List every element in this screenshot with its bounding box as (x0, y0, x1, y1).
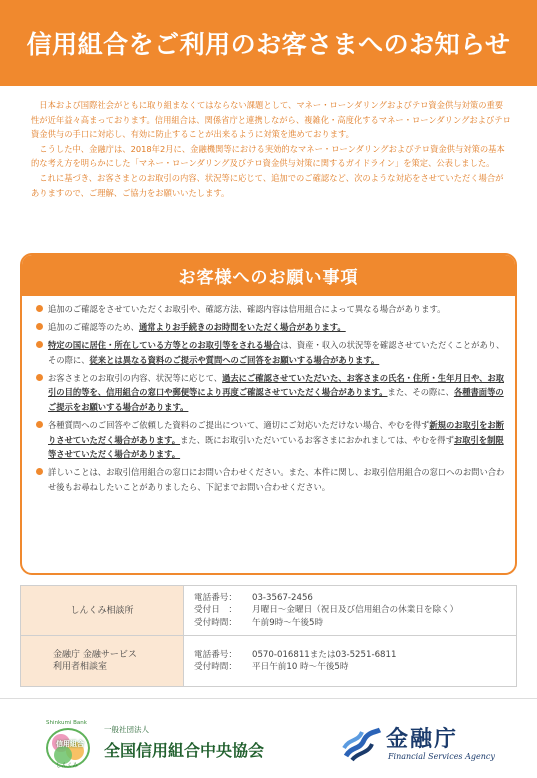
fsa-emblem-logo-icon (342, 726, 382, 762)
org-type: 一般社団法人 (104, 725, 149, 734)
request-item: 特定の国に居住・所在している方等とのお取引等をされる場合は、資産・収入の状況等を確認させていただくことがあり、その際に、従来とは異なる資料のご提示や質問へのご回答をお願いする場合があります。 (36, 338, 505, 367)
request-item: お客さまとのお取引の内容、状況等に応じて、過去にご確認させていただいた、お客さまの氏名・住所・生年月日や、お取引の目的等を、信用組合の窓口や郵便等により再度ご確認させていただく場合があります。また、その際に、各種書面等のご提示をお願いする場合があります。 (36, 371, 505, 415)
intro-paragraph-3: これに基づき、お客さまとのお取引の内容、状況等に応じて、追加でのご確認など、次のような対応をさせていただく場合がありますので、ご理解、ご協力をお願いいたします。 (31, 172, 504, 198)
contact-info: 電話番号： 0570-016811または03-5251-6811 受付時間： 平日午前10 時～午後5時 (194, 649, 397, 672)
request-item: 詳しいことは、お取引信用組合の窓口にお問い合わせください。また、本件に関し、お取引信用組合の窓口へのお問い合わせ後もお尋ねしたいことがありましたら、下記までお問い合わせください。 (36, 465, 505, 494)
shinkumi-logo: Shinkumi Bank 信用組合 しんくみ 一般社団法人 全国信用組合中央協会 (46, 720, 265, 769)
contact-table (20, 585, 517, 687)
phone-number[interactable]: 0570-016811または03-5251-6811 (252, 649, 397, 660)
org-name: 全国信用組合中央協会 (104, 741, 265, 760)
requests-panel (20, 253, 517, 575)
intro-paragraph-1: 日本および国際社会がともに取り組まなくてはならない課題として、マネー・ローンダリングおよびテロ資金供与対策の重要性が近年益々高まっております。信用組合は、関係省庁と連携しながら、複雑化・高度化するマネー・ローンダリングおよびテロ資金供与の手口に対応し、有効に防止することが出来るように対策を進めております。 (31, 100, 511, 140)
contact-label: 金融庁 金融サービス 利用者相談室 (21, 636, 184, 686)
request-item: 追加のご確認をさせていただくお取引や、確認方法、確認内容は信用組合によって異なる場合があります。 (36, 302, 505, 317)
page-title: 信用組合をご利用のお客さまへのお知らせ (26, 30, 511, 59)
footer-divider (0, 698, 537, 699)
contact-label: しんくみ相談所 (21, 586, 184, 635)
fsa-logo: 金融庁 Financial Services Agency (342, 722, 512, 766)
contact-row-shinkumi (21, 586, 516, 636)
intro-text (31, 98, 511, 200)
requests-list (22, 296, 515, 495)
request-item: 追加のご確認等のため、通常よりお手続きのお時間をいただく場合があります。 (36, 320, 505, 335)
footer (0, 698, 537, 778)
notice-header (0, 0, 537, 86)
requests-title: お客様へのお願い事項 (22, 255, 515, 296)
contact-info: 電話番号： 03-3567-2456 受付日 ： 月曜日～金曜日（祝日及び信用組合の休業日を除く） 受付時間： 午前9時～午後5時 (194, 592, 459, 628)
intro-paragraph-2: こうした中、金融庁は、2018年2月に、金融機関等における実効的なマネー・ローンダリングおよびテロ資金供与対策の基本的な考え方を明らかにした「マネー・ローンダリング及びテロ資金供与対策に関するガイドライン」を策定、公表しました。 (31, 143, 505, 169)
phone-number[interactable]: 03-3567-2456 (252, 592, 313, 603)
request-item: 各種質問へのご回答やご依頼した資料のご提出について、適切にご対応いただけない場合、やむを得ず新規のお取引をお断りさせていただく場合があります。また、既にお取引いただいているお客さまにおかれましては、やむを得ずお取引を制限等させていただく場合があります。 (36, 418, 505, 462)
contact-row-fsa (21, 636, 516, 686)
